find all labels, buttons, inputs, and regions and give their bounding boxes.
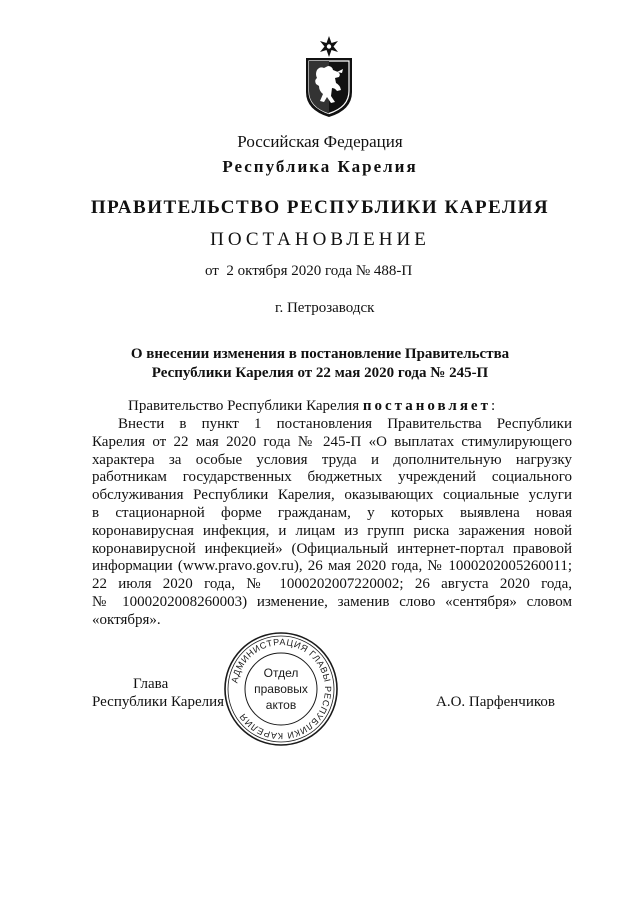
coat-of-arms-icon (302, 36, 356, 118)
body-line: характера за особые условия труда и дополнительную нагрузку (92, 451, 572, 468)
document-type: ПОСТАНОВЛЕНИЕ (210, 229, 430, 250)
preamble-action: постановляет (362, 398, 491, 414)
body-line: Внести в пункт 1 постановления Правительства Республики (118, 416, 572, 432)
subject-line-2: Республики Карелия от 22 мая 2020 года № 245-П (151, 365, 489, 381)
preamble-lead: Правительство Республики Карелия (128, 398, 363, 414)
stamp-ring-text: АДМИНИСТРАЦИЯ ГЛАВЫ РЕСПУБЛИКИ КАРЕЛИЯ (229, 636, 334, 742)
body-line: обслуживания Республики Карелия, оказывающих социальные услуги (92, 487, 572, 504)
body-line: коронавирусная инфекция, и лицам из групп риска заражения новой (92, 522, 572, 539)
body-line: № 1000202008260003) изменение, заменив слово «сентября» словом (92, 593, 572, 610)
signatory-title-line-1: Глава (133, 676, 169, 692)
signatory-name: А.О. Парфенчиков (436, 694, 555, 710)
body-line: в стационарной форме гражданам, у которых выявлена новая (92, 504, 572, 521)
official-stamp (222, 630, 340, 748)
body-line: Карелия от 22 мая 2020 года № 245-П «О выплатах стимулирующего (92, 433, 572, 450)
body-line: коронавирусной инфекцией» (Официальный интернет-портал правовой (92, 540, 572, 557)
preamble (128, 398, 495, 415)
subject-line-1: О внесении изменения в постановление Правительства (130, 346, 510, 362)
preamble-tail: : (490, 398, 496, 414)
document-date: от 2 октября 2020 года № 488-П (205, 263, 413, 279)
body-line: работникам государственных бюджетных учреждений социального (92, 469, 572, 486)
body-line: 22 июля 2020 года, № 1000202007220002; 26 августа 2020 года, (92, 576, 572, 593)
stamp-center-line-1: Отдел (263, 666, 299, 680)
document-subject (0, 345, 640, 383)
stamp-center-line-2: правовых (254, 682, 308, 696)
government-title: ПРАВИТЕЛЬСТВО РЕСПУБЛИКИ КАРЕЛИЯ (90, 197, 550, 218)
body-line: информации (www.pravo.gov.ru), 26 мая 2020 года, № 1000202005260011; (92, 558, 572, 575)
document-body (92, 416, 572, 630)
document-city: г. Петрозаводск (275, 300, 375, 316)
republic-name: Республика Карелия (222, 157, 418, 176)
body-line: «октября». (92, 611, 161, 628)
country-name: Российская Федерация (237, 132, 403, 151)
signatory-title-line-2: Республики Карелия (92, 694, 225, 710)
stamp-center-line-3: актов (265, 698, 297, 712)
